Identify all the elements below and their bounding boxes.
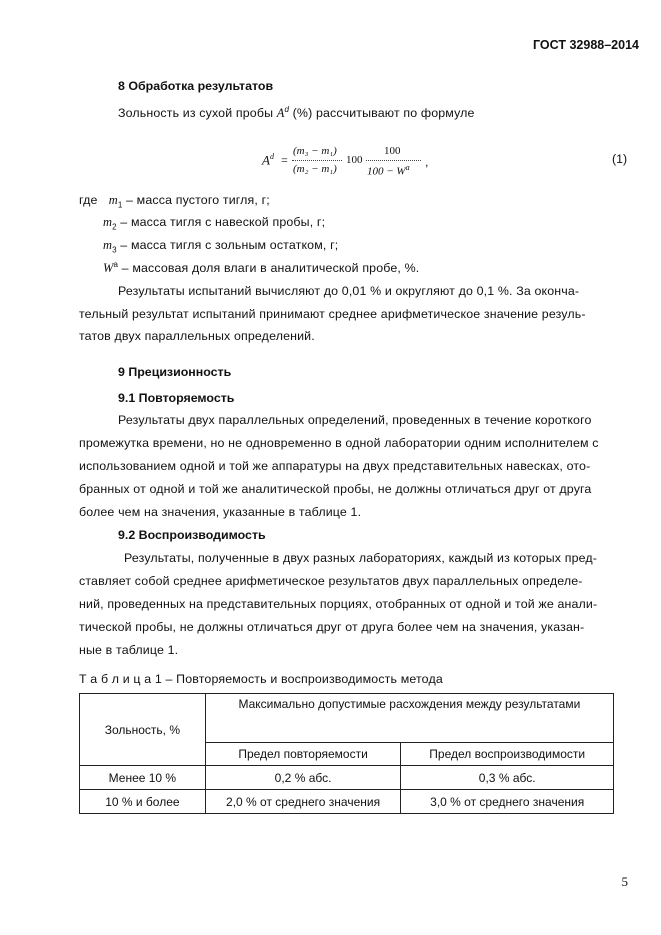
reproducibility-line-2: ставляет собой среднее арифметическое результатов двух параллельных определе- bbox=[79, 574, 583, 588]
symbol-sub: 3 bbox=[112, 245, 117, 255]
definition-text: – масса пустого тигля, г; bbox=[122, 193, 270, 207]
results-line-1: Результаты испытаний вычисляют до 0,01 % и округляют до 0,1 %. За оконча- bbox=[118, 284, 580, 298]
formula-lhs: $A^d$ bbox=[262, 152, 274, 168]
formula-number: (1) bbox=[612, 152, 628, 166]
formula-comma: , bbox=[425, 155, 429, 169]
definition-m1 bbox=[79, 193, 270, 209]
section-8-intro bbox=[118, 105, 475, 121]
where-word: где bbox=[79, 193, 98, 207]
definition-m2 bbox=[103, 215, 325, 231]
formula-denominator-2: $100 - W^a$ bbox=[367, 163, 410, 178]
repeatability-line-4: бранных от одной и той же аналитической пробы, не должны отличаться друг от друга bbox=[79, 482, 592, 496]
symbol-sup: a bbox=[113, 260, 119, 269]
repeatability-line-2: промежутка времени, но не одновременно в одной лаборатории одним исполнителем с bbox=[79, 436, 599, 450]
table-row bbox=[80, 790, 614, 814]
reproducibility-line-5: ные в таблице 1. bbox=[79, 643, 179, 657]
header-max-deviation: Максимально допустимые расхождения между результатами bbox=[205, 694, 613, 743]
header-repeatability-limit: Предел повторяемости bbox=[205, 743, 401, 766]
section-9-1-title: 9.1 Повторяемость bbox=[118, 391, 235, 405]
table-caption: Т а б л и ц а 1 – Повторяемость и воспроизводимость метода bbox=[79, 672, 443, 686]
symbol-w: W bbox=[103, 261, 114, 276]
fraction-bar-1 bbox=[292, 160, 342, 161]
header-reproducibility-limit: Предел воспроизводимости bbox=[401, 743, 614, 766]
formula-numerator-2: 100 bbox=[384, 145, 401, 157]
definition-text: – масса тигля с зольным остатком, г; bbox=[116, 238, 339, 252]
repeatability-line-3: использованием одной и той же аппаратуры на двух представительных навесках, ото- bbox=[79, 459, 591, 473]
intro-text-before: Зольность из сухой пробы bbox=[118, 106, 277, 121]
intro-symbol-sup: d bbox=[284, 105, 290, 114]
results-line-3: татов двух параллельных определений. bbox=[79, 329, 315, 343]
reproducibility-line-3: ний, проведенных на представительных порциях, отобранных от одной и той же анали- bbox=[79, 597, 598, 611]
definition-text: – масса тигля с навеской пробы, г; bbox=[116, 215, 326, 229]
page-number: 5 bbox=[621, 874, 628, 889]
reproducibility-line-1: Результаты, полученные в двух разных лабораториях, каждый из которых пред- bbox=[124, 551, 598, 565]
repeatability-line-1: Результаты двух параллельных определений, проведенных в течение короткого bbox=[118, 413, 592, 427]
fraction-bar-2 bbox=[366, 160, 421, 161]
table-row bbox=[80, 766, 614, 790]
section-9-title: 9 Прецизионность bbox=[118, 365, 232, 379]
precision-table bbox=[79, 693, 614, 814]
symbol-m: m bbox=[103, 215, 113, 229]
table-cell: 3,0 % от среднего значения bbox=[401, 790, 614, 814]
reproducibility-line-4: тической пробы, не должны отличаться друг от друга более чем на значения, указан- bbox=[79, 620, 585, 634]
table-cell: 2,0 % от среднего значения bbox=[205, 790, 401, 814]
intro-symbol: A bbox=[276, 106, 285, 121]
document-id: ГОСТ 32988–2014 bbox=[533, 38, 639, 52]
symbol-sub: 2 bbox=[112, 222, 117, 232]
definition-m3 bbox=[103, 238, 338, 254]
symbol-m: m bbox=[103, 238, 113, 252]
definition-wa bbox=[103, 260, 419, 276]
intro-text-after: (%) рассчитывают по формуле bbox=[289, 106, 475, 121]
section-8-title: 8 Обработка результатов bbox=[118, 79, 274, 93]
symbol-m: m bbox=[108, 193, 118, 207]
formula-factor: 100 bbox=[346, 154, 363, 166]
formula-equals: = bbox=[281, 153, 288, 167]
section-9-2-title: 9.2 Воспроизводимость bbox=[118, 528, 266, 542]
symbol-sub: 1 bbox=[117, 200, 123, 210]
formula-numerator-1: (m₃ − m₁) bbox=[293, 145, 337, 157]
table-cell: 0,2 % абс. bbox=[205, 766, 401, 790]
header-ash-content: Зольность, % bbox=[80, 694, 206, 766]
results-line-2: тельный результат испытаний принимают среднее арифметическое значение резуль- bbox=[79, 307, 586, 321]
table-cell: 10 % и более bbox=[80, 790, 206, 814]
formula-denominator-1: (m₂ − m₁) bbox=[293, 163, 337, 175]
repeatability-line-5: более чем на значения, указанные в таблице 1. bbox=[79, 505, 362, 519]
table-cell: 0,3 % абс. bbox=[401, 766, 614, 790]
table-cell: Менее 10 % bbox=[80, 766, 206, 790]
definition-text: – массовая доля влаги в аналитической пробе, %. bbox=[118, 261, 420, 276]
